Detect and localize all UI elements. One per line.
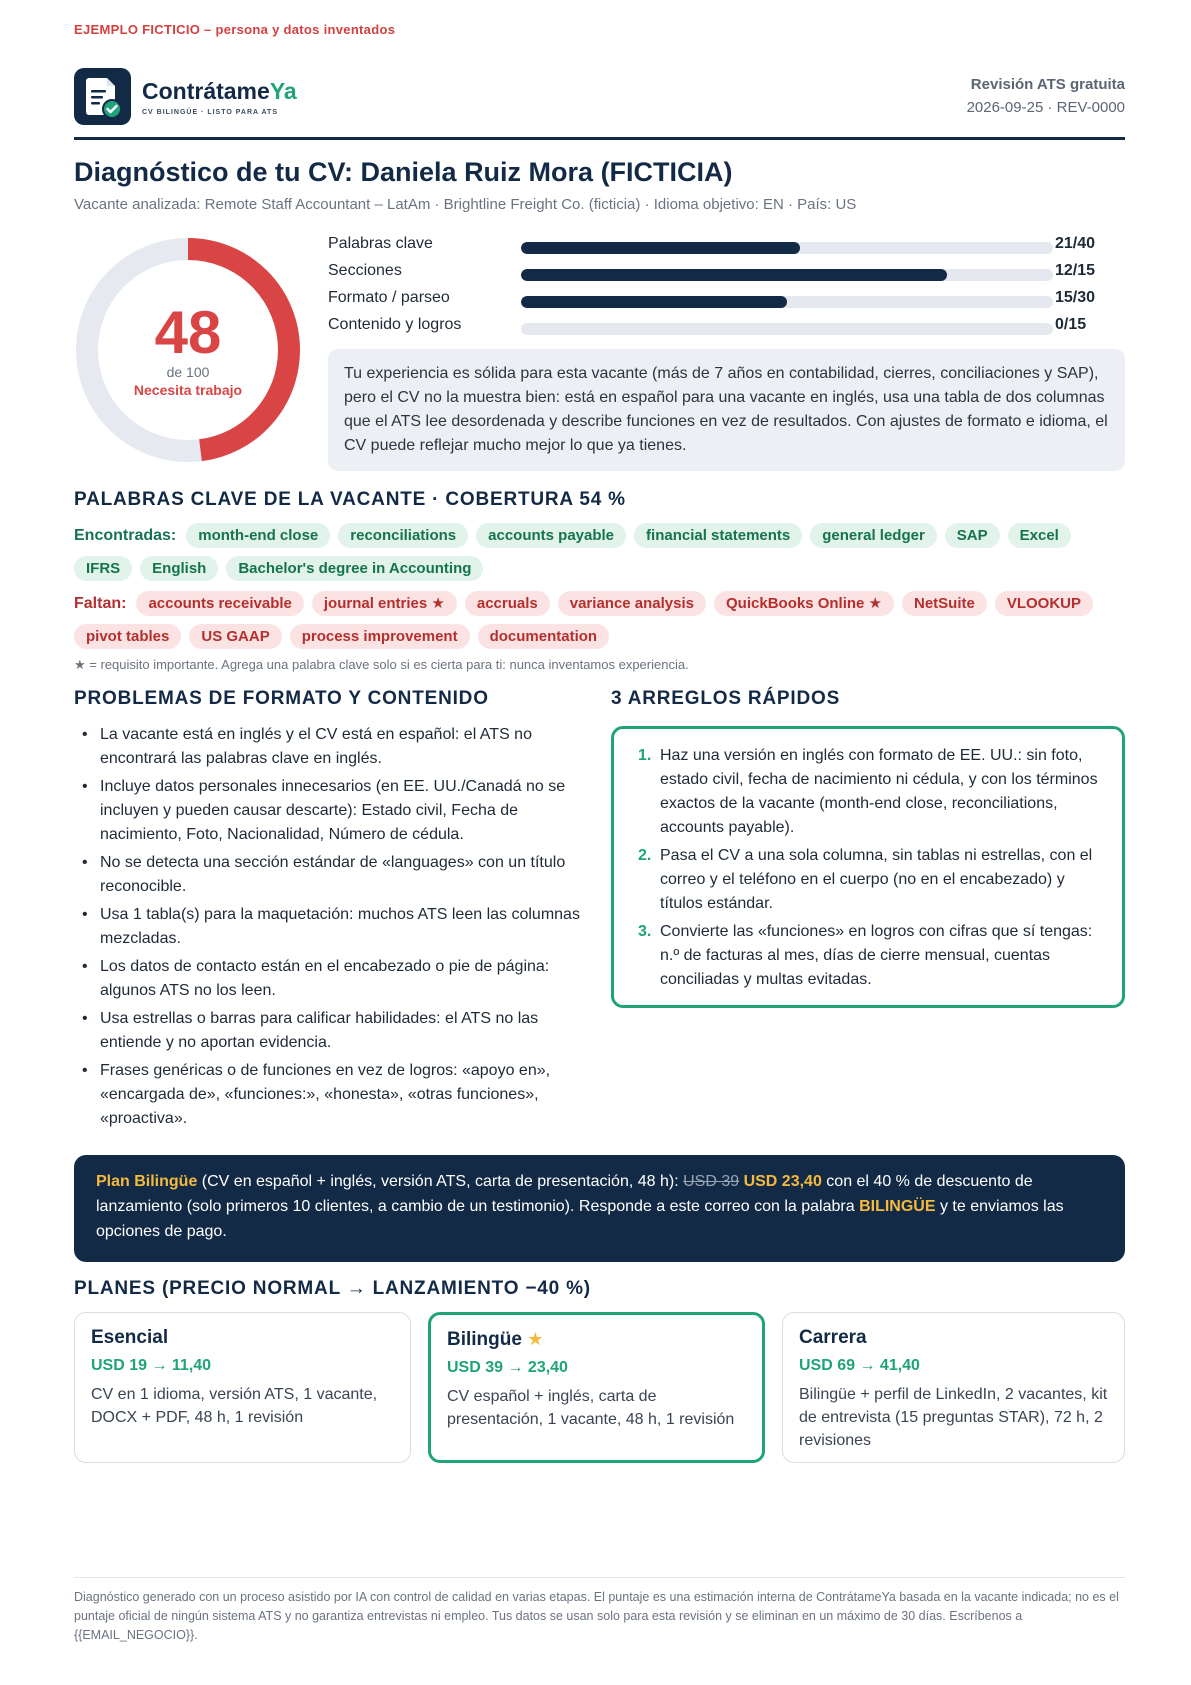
plan-card-carrera[interactable] [782,1312,1125,1463]
plan-card-bilingue[interactable] [428,1312,765,1463]
breakdown-track [521,242,1053,254]
plan-price: USD 19 → 11,40 [91,1357,212,1374]
found-keyword-chip: Bachelor's degree in Accounting [226,556,483,581]
problem-item: • Frases genéricas o de funciones en vez de logros: «apoyo en», «encargada de», «funciones:», «honesta», «otras funciones», «proactiva». [74,1059,594,1131]
fixes-box [611,726,1125,1008]
fix-number: 3. [638,923,652,940]
keywords-missing [74,591,1125,649]
plan-name-row [447,1329,746,1351]
page-title: Diagnóstico de tu CV: Daniela Ruiz Mora (FICTICIA) [74,157,733,187]
missing-keyword-chip: US GAAP [189,624,281,649]
fix-item [638,920,1102,992]
document-check-icon [74,68,131,125]
plan-description: CV español + inglés, carta de presentación, 1 vacante, 48 h, 1 revisión [447,1388,735,1428]
header-meta [967,76,1125,116]
plan-card-esencial[interactable] [74,1312,411,1463]
fictitious-banner: EJEMPLO FICTICIO – persona y datos inventados [74,22,396,37]
keywords-found [74,523,1125,581]
plan-name: Bilingüe [447,1329,522,1350]
summary-box: Tu experiencia es sólida para esta vacante (más de 7 años en contabilidad, cierres, conciliaciones y SAP), pero el CV no la muestra bien: está en español para una vacante en inglés, usa una tabla de dos columnas que el ATS lee desordenada y describe funciones en vez de resultados. Con ajustes de formato e idioma, el CV puede reflejar mucho mejor lo que ya tienes. [328,349,1125,471]
keywords-title: PALABRAS CLAVE DE LA VACANTE · COBERTURA 54 % [74,489,626,510]
found-keyword-chip: accounts payable [476,523,626,548]
header [74,68,1125,140]
breakdown-value: 12/15 [1055,262,1096,279]
found-keyword-chip: IFRS [74,556,132,581]
breakdown-label: Secciones [328,262,402,279]
fix-text: Convierte las «funciones» en logros con cifras que sí tengas: n.º de facturas al mes, días de cierre mensual, cuentas conciliadas y multas evitadas. [660,923,1093,988]
breakdown-value: 21/40 [1055,235,1096,252]
problems-title: PROBLEMAS DE FORMATO Y CONTENIDO [74,688,489,709]
score-level: Necesita trabajo [133,382,243,398]
found-chip-list [74,523,1125,581]
brand-name-accent: Ya [269,78,297,104]
plan-name: Carrera [799,1327,867,1348]
page-subtitle: Vacante analizada: Remote Staff Accountant – LatAm · Brightline Freight Co. (ficticia) · Idioma objetivo: EN · País: US [74,196,857,213]
footer-disclaimer: Diagnóstico generado con un proceso asistido por IA con control de calidad en varias etapas. El puntaje es una estimación interna de ContrátameYa basada en la vacante indicada; no es el puntaje oficial de ningún sistema ATS y no garantiza entrevistas ni empleo. Tus datos se usan solo para esta revisión y se eliminan en un máximo de 30 días. Escríbenos a {{EMAIL_NEGOCIO}}. [74,1577,1125,1645]
breakdown-value: 15/30 [1055,289,1096,306]
breakdown-label: Formato / parseo [328,289,450,306]
missing-keyword-chip: journal entries ★ [312,591,457,616]
breakdown-track [521,296,1053,308]
fix-item [638,844,1102,916]
missing-keyword-chip: accruals [465,591,550,616]
missing-keyword-chip: accounts receivable [136,591,303,616]
cta-keyword: BILINGÜE [859,1198,936,1215]
brand-name [142,78,297,105]
found-keyword-chip: SAP [945,523,1000,548]
found-label: Encontradas: [74,526,177,544]
score-breakdown [328,235,1125,343]
breakdown-fill [521,269,947,281]
cta-plan-detail: (CV en español + inglés, versión ATS, carta de presentación, 48 h): [197,1173,684,1190]
missing-label: Faltan: [74,594,127,612]
brand-tagline: CV BILINGÜE · LISTO PARA ATS [142,109,278,116]
breakdown-row [328,316,1125,343]
cta-text-after: con el 40 % de descuento de lanzamiento (solo primeros 10 clientes, a cambio de un testimonio). Responde a este correo con la palabra [96,1173,1033,1215]
plan-price: USD 39 → 23,40 [447,1359,568,1376]
logo [74,68,131,125]
missing-keyword-chip: process improvement [290,624,470,649]
plan-description: Bilingüe + perfil de LinkedIn, 2 vacantes, kit de entrevista (15 preguntas STAR), 72 h, 2 revisiones [799,1386,1108,1449]
breakdown-fill [521,242,800,254]
missing-keyword-chip: NetSuite [902,591,987,616]
found-keyword-chip: English [140,556,218,581]
cta-plan-name: Plan Bilingüe [96,1173,198,1190]
problem-item: • No se detecta una sección estándar de «languages» con un título reconocible. [74,851,594,899]
found-keyword-chip: general ledger [810,523,937,548]
problem-item: • Los datos de contacto están en el encabezado o pie de página: algunos ATS no los leen. [74,955,594,1003]
missing-keyword-chip: pivot tables [74,624,181,649]
breakdown-label: Palabras clave [328,235,433,252]
found-keyword-chip: financial statements [634,523,802,548]
brand-name-main: Contrátame [142,78,270,104]
fix-number: 2. [638,847,652,864]
cta-banner [74,1155,1125,1262]
plans-title: PLANES (PRECIO NORMAL → LANZAMIENTO −40 %) [74,1278,591,1299]
problems-list [74,723,594,1135]
problem-item: • Usa estrellas o barras para calificar habilidades: el ATS no las entiende y no aportan evidencia. [74,1007,594,1055]
cta-new-price: USD 23,40 [743,1173,822,1190]
plan-description: CV en 1 idioma, versión ATS, 1 vacante, DOCX + PDF, 48 h, 1 revisión [91,1386,378,1426]
missing-keyword-chip: QuickBooks Online ★ [714,591,894,616]
score-value: 48 [154,299,222,366]
found-keyword-chip: month-end close [186,523,330,548]
missing-chip-list [74,591,1125,649]
breakdown-value: 0/15 [1055,316,1087,333]
fix-text: Pasa el CV a una sola columna, sin tablas ni estrellas, con el correo y el teléfono en el cuerpo (no en el encabezado) y títulos estándar. [660,847,1093,912]
breakdown-row [328,262,1125,289]
found-keyword-chip: Excel [1008,523,1071,548]
fix-text: Haz una versión en inglés con formato de EE. UU.: sin foto, estado civil, fecha de nacimiento ni cédula, y con los términos exactos de la vacante (month-end close, reconciliations, accounts payable). [660,747,1098,836]
plan-name: Esencial [91,1327,169,1348]
star-icon: ★ [527,1329,544,1349]
missing-keyword-chip: VLOOKUP [995,591,1093,616]
breakdown-label: Contenido y logros [328,316,462,333]
problem-item: • Incluye datos personales innecesarios (en EE. UU./Canadá no se incluyen y pueden causar descarte): Estado civil, Fecha de nacimiento, Foto, Nacionalidad, Número de cédula. [74,775,594,847]
fix-number: 1. [638,747,652,764]
problem-item: • La vacante está en inglés y el CV está en español: el ATS no encontrará las palabras clave en inglés. [74,723,594,771]
keywords-note: ★ = requisito importante. Agrega una palabra clave solo si es cierta para ti: nunca inventamos experiencia. [74,657,689,672]
review-ref: 2026-09-25 · REV-0000 [966,99,1125,116]
cta-old-price: USD 39 [683,1173,740,1190]
missing-keyword-chip: variance analysis [558,591,706,616]
missing-keyword-chip: documentation [478,624,610,649]
plan-price: USD 69 → 41,40 [799,1357,920,1374]
breakdown-track [521,323,1053,335]
breakdown-row [328,235,1125,262]
problem-item: • Usa 1 tabla(s) para la maquetación: muchos ATS leen las columnas mezcladas. [74,903,594,951]
review-label: Revisión ATS gratuita [970,76,1125,93]
breakdown-track [521,269,1053,281]
score-max: de 100 [166,364,210,380]
breakdown-row [328,289,1125,316]
score-readout [74,236,302,464]
breakdown-fill [521,296,787,308]
cta-text-end: y te enviamos las opciones de pago. [96,1198,1064,1240]
fixes-title: 3 ARREGLOS RÁPIDOS [611,688,841,709]
fixes-list [638,744,1102,992]
fix-item [638,744,1102,840]
found-keyword-chip: reconciliations [338,523,468,548]
